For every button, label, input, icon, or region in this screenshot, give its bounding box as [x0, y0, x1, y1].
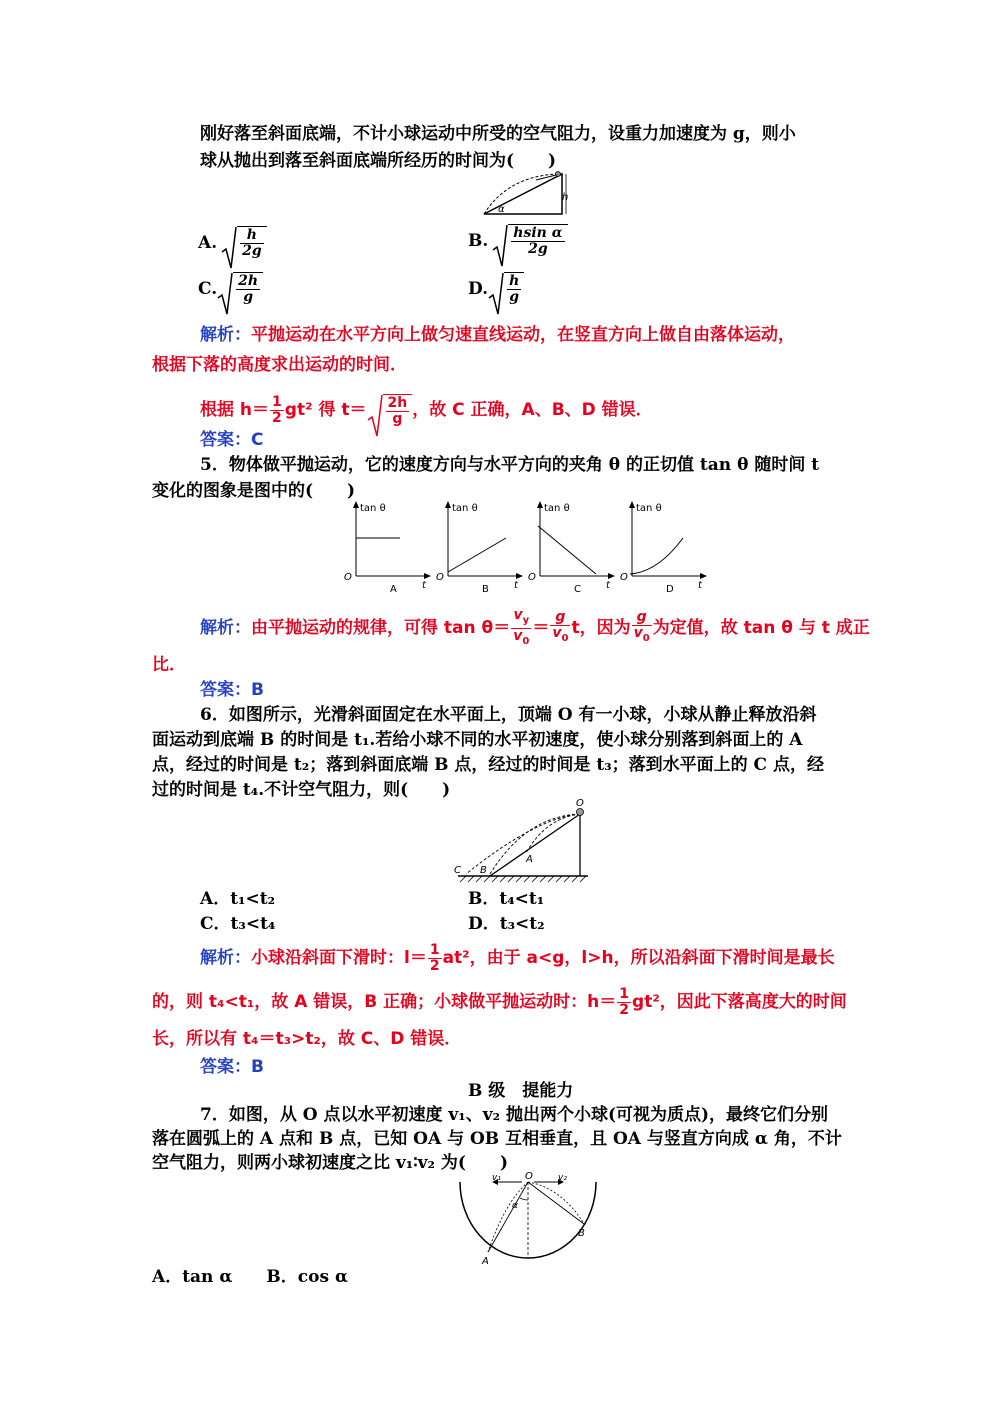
q5-graphs-figure — [338, 498, 718, 598]
graph-letter-label: B — [482, 584, 489, 595]
q6-analysis-line1: 解析： 小球沿斜面下滑时：l＝ $\frac{1}{2}$ at²，由于 a<g，l>h，所以沿斜面下滑时间是最长 — [200, 941, 835, 974]
q7-figure-label-alpha: α — [512, 1201, 518, 1211]
q4-option-a-sqrt: $\frac{h}{2g}$ — [221, 226, 267, 259]
graph-origin-label: O — [528, 572, 536, 583]
q6-analysis-line2: 的，则 t₄<t₁，故 A 错误，B 正确；小球做平抛运动时：h＝ $\frac{1}{2}$ gt²，因此下落高度大的时间 — [152, 985, 847, 1018]
q4-analysis-line2: 根据下落的高度求出运动的时间． — [152, 355, 407, 375]
q6-line4: 过的时间是 t₄.不计空气阻力，则( ) — [152, 780, 451, 800]
q4-incline-figure — [478, 170, 578, 220]
graph-y-label: tan θ — [544, 503, 570, 514]
q6-line3: 点，经过的时间是 t₂；落到斜面底端 B 点，经过的时间是 t₃；落到水平面上的 C 点，经 — [152, 755, 825, 775]
q4-option-b-sqrt: $\frac{\text{hsin α}}{2g}$ — [492, 224, 567, 257]
graph-x-arrow — [424, 573, 431, 579]
q6-answer: 答案：B — [200, 1057, 264, 1077]
graph-x-label: t — [514, 580, 518, 591]
q4-option-d-label: D. — [468, 278, 489, 299]
graph-curve — [538, 526, 596, 574]
graph-y-arrow — [629, 501, 635, 508]
graph-y-label: tan θ — [636, 503, 662, 514]
q6-option-d[interactable]: D．t₃<t₂ — [468, 914, 545, 934]
q6-option-c[interactable]: C．t₃<t₄ — [200, 914, 276, 934]
q4-option-c[interactable] — [198, 272, 263, 305]
q4-option-c-sqrt: $\frac{2h}{g}$ — [217, 272, 263, 305]
q7-figure-label-o: O — [525, 1172, 533, 1182]
graph-curve — [448, 538, 506, 572]
q4-analysis-sqrt: $\frac{2h}{g}$ — [367, 394, 413, 427]
q5-analysis-line2: 比． — [152, 655, 186, 675]
graph-x-label: t — [698, 580, 702, 591]
graph-x-label: t — [422, 580, 426, 591]
q7-figure-label-v1: v₁ — [492, 1173, 501, 1183]
graph-x-arrow — [516, 573, 523, 579]
q7-line3: 空气阻力，则两小球初速度之比 v₁∶v₂ 为( ) — [152, 1153, 508, 1173]
q7-line1: 7．如图，从 O 点以水平初速度 v₁、v₂ 抛出两个小球(可视为质点)，最终它们分别 — [200, 1105, 829, 1125]
graph-x-arrow — [608, 573, 615, 579]
q4-option-d[interactable] — [468, 272, 524, 305]
q4-option-a-label: A. — [198, 232, 218, 253]
graph-curve — [630, 538, 683, 574]
graph-y-arrow — [353, 501, 359, 508]
graph-letter-label: A — [390, 584, 397, 595]
q4-answer: 答案：C — [200, 430, 264, 450]
q7-arc-figure — [450, 1172, 610, 1268]
q7-figure-label-b: B — [578, 1228, 585, 1239]
q4-figure-h-label: h — [562, 192, 569, 203]
section-title: B 级 提能力 — [468, 1081, 574, 1101]
q4-figure-alpha-label: α — [498, 204, 505, 215]
graph-origin-label: O — [436, 572, 444, 583]
graph-y-arrow — [537, 501, 543, 508]
graph-origin-label: O — [620, 572, 628, 583]
q4-line1: 刚好落至斜面底端，不计小球运动中所受的空气阻力，设重力加速度为 g，则小 — [200, 124, 796, 144]
q6-analysis-line3: 长，所以有 t₄＝t₃>t₂，故 C、D 错误． — [152, 1029, 462, 1049]
q7-figure-label-a: A — [482, 1256, 489, 1267]
graph-y-label: tan θ — [360, 503, 386, 514]
q4-option-a[interactable] — [198, 226, 267, 259]
q4-option-d-sqrt: $\frac{h}{g}$ — [488, 272, 524, 305]
q7-figure-label-v2: v₂ — [558, 1173, 567, 1183]
graph-y-arrow — [445, 501, 451, 508]
q6-figure-label-o: O — [576, 798, 584, 809]
q6-line1: 6．如图所示，光滑斜面固定在水平面上，顶端 O 有一小球，小球从静止释放沿斜 — [200, 705, 817, 725]
graph-x-label: t — [606, 580, 610, 591]
q4-option-b[interactable] — [468, 224, 568, 257]
q4-line2: 球从抛出到落至斜面底端所经历的时间为( ) — [200, 151, 557, 171]
q6-option-a[interactable]: A．t₁<t₂ — [200, 889, 276, 909]
graph-letter-label: C — [574, 584, 581, 595]
q4-option-c-label: C. — [198, 278, 218, 299]
q6-figure-label-b: B — [480, 865, 487, 876]
q4-analysis-line1: 解析：平抛运动在水平方向上做匀速直线运动，在竖直方向上做自由落体运动， — [200, 325, 795, 345]
q5-line2: 变化的图象是图中的( ) — [152, 481, 356, 501]
q7-line2: 落在圆弧上的 A 点和 B 点，已知 OA 与 OB 互相垂直，且 OA 与竖直方向成 α 角，不计 — [152, 1129, 842, 1149]
q7-options[interactable]: A．tan α B．cos α — [152, 1267, 349, 1287]
graph-y-label: tan θ — [452, 503, 478, 514]
q6-incline-figure — [446, 798, 596, 886]
q4-option-b-label: B. — [468, 230, 489, 251]
graph-letter-label: D — [666, 584, 674, 595]
q4-analysis-line3: 根据 h＝ $\frac{1}{2}$ gt² 得 t＝ $\frac{2h}{g}$ ，故 C 正确，A、B、D 错误． — [200, 385, 653, 435]
q6-line2: 面运动到底端 B 的时间是 t₁.若给小球不同的水平初速度，使小球分别落到斜面上的 A — [152, 730, 803, 750]
q5-line1: 5．物体做平抛运动，它的速度方向与水平方向的夹角 θ 的正切值 tan θ 随时间 t — [200, 455, 820, 475]
q6-figure-label-c: C — [454, 865, 461, 876]
q6-option-b[interactable]: B．t₄<t₁ — [468, 889, 545, 909]
graph-origin-label: O — [344, 572, 352, 583]
graph-x-arrow — [700, 573, 707, 579]
q5-analysis-line1: 解析： 由平抛运动的规律，可得 tan θ＝ $\frac{v_y}{v_0}$ ＝ $\frac{g}{v_0}$ t，因为 $\frac{g}{v_0}$ 为定值，故 tan θ 与 t 成正 — [200, 606, 870, 647]
q6-figure-label-a: A — [526, 854, 533, 865]
q5-answer: 答案：B — [200, 680, 264, 700]
